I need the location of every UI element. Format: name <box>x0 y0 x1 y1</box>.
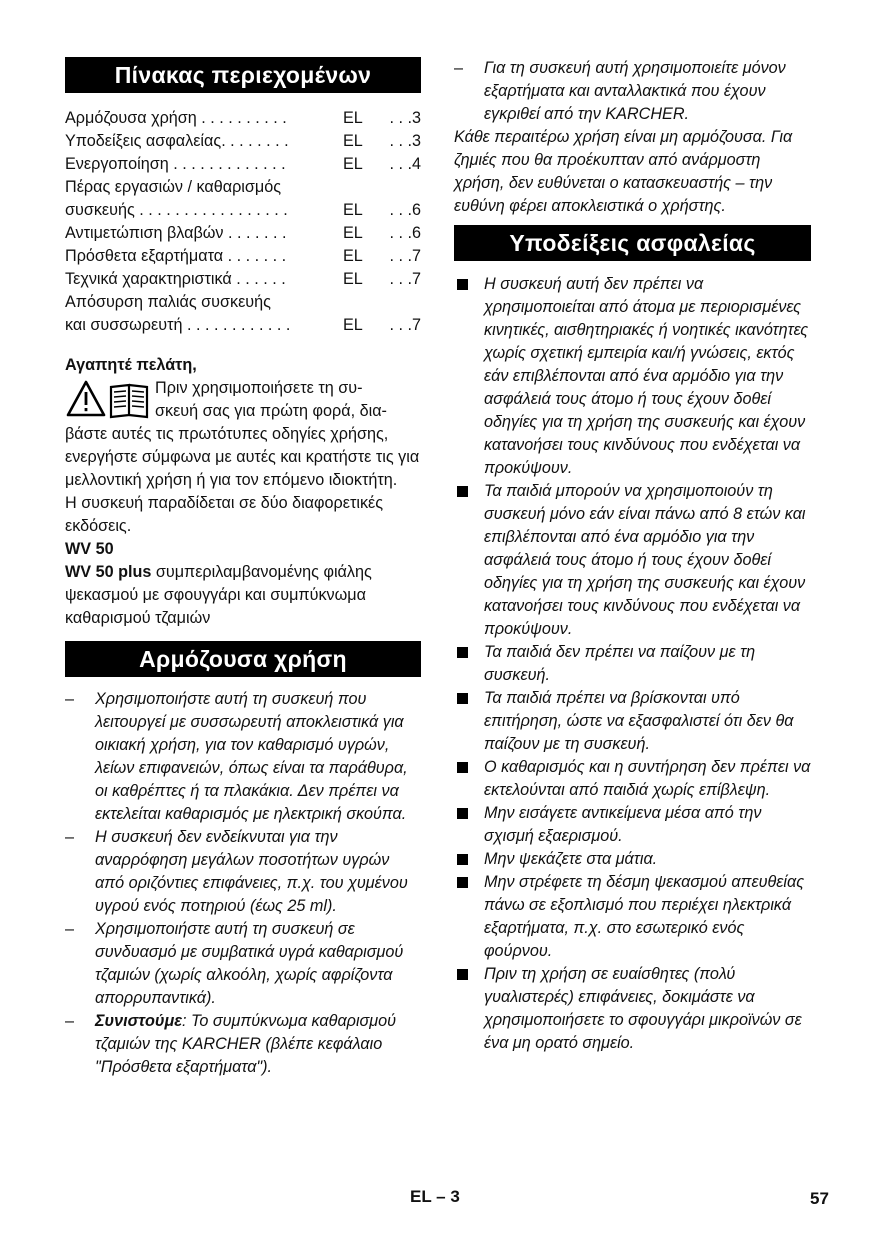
toc-entry[interactable]: Ενεργοποίηση . . . . . . . . . . . . . EL . . .4 <box>65 155 421 173</box>
list-item: – Συνιστούμε: Το συμπύκνωμα καθαρισμού τζαμιών της KARCHER (βλέπε κεφάλαιο "Πρόσθετα εξαρτήματα"). <box>65 1012 397 1076</box>
bullet-square-icon <box>457 762 468 773</box>
toc-entry[interactable]: Αρμόζουσα χρήση . . . . . . . . . . EL . . .3 <box>65 109 421 127</box>
safety-list <box>454 273 811 1055</box>
list-item: Η συσκευή αυτή δεν πρέπει να χρησιμοποιείται από άτομα με περιορισμένες κινητικές, αισθητηριακές ή νοητικές ικανότητες χωρίς σχετική εμπειρία και/ή γνώσεις, εκτός εάν επιβλέπονται από ένα αρμόδιο για την ασφάλειά τους άτομο ή τους έχουν δοθεί οδηγίες για τη χρήση της συσκευής και έχουν κατανοήσει τους κινδύνους που ενδέχεται να προκύψουν. <box>454 273 811 480</box>
warning-triangle-icon <box>68 382 104 415</box>
toc-entry[interactable]: Υποδείξεις ασφαλείας. . . . . . . . EL . . .3 <box>65 132 421 150</box>
toc-entry[interactable]: Τεχνικά χαρακτηριστικά . . . . . . EL . . .7 <box>65 270 421 288</box>
model-wv50-plus: WV 50 plus συμπεριλαμβανομένης φιάλης ψεκασμού με σφουγγάρι και συμπύκνωμα καθαρισμού τζαμιών <box>65 563 372 627</box>
warning-manual-icons <box>65 379 155 419</box>
list-item: Πριν τη χρήση σε ευαίσθητες (πολύ γυαλιστερές) επιφάνειες, δοκιμάστε να χρησιμοποιήσετε το σφουγγάρι μικροϊνών σε ένα μη ορατό σημείο. <box>454 963 811 1055</box>
list-item: Μην εισάγετε αντικείμενα μέσα από την σχισμή εξαερισμού. <box>454 802 811 848</box>
bullet-square-icon <box>457 693 468 704</box>
list-item: Τα παιδιά μπορούν να χρησιμοποιούν τη συσκευή μόνο εάν είναι πάνω από 8 ετών και επιβλέπονται από ένα αρμόδιο για την ασφάλειά τους άτομο ή τους έχουν δοθεί οδηγίες για τη χρήση της συσκευής και έχουν κατανοήσει τους κινδύνους που ενδέχεται να προκύψουν. <box>454 480 811 641</box>
liability-text: Κάθε περαιτέρω χρήση είναι μη αρμόζουσα. Για ζημιές που θα προέκυπταν από ανάρμοστη χρήση, δεν ευθύνεται ο κατασκευαστής – την ευθύνη φέρει αποκλειστικά ο χρήστης. <box>454 128 793 215</box>
toc-entry[interactable]: Απόσυρση παλιάς συσκευής και συσσωρευτή . . . . . . . . . . . . EL . . .7 <box>65 293 421 334</box>
intro-line-1: Πριν χρησιμοποιήσετε τη συ- <box>155 379 363 397</box>
intro-rest: βάστε αυτές τις πρωτότυπες οδηγίες χρήσης, ενεργήστε σύμφωνα με αυτές και κρατήστε τις για μελλοντική χρήση ή για τον επόμενο ιδιοκτήτη. <box>65 425 420 489</box>
toc-entry[interactable]: Πέρας εργασιών / καθαρισμός συσκευής . . . . . . . . . . . . . . . . . EL . . .6 <box>65 178 421 219</box>
bullet-square-icon <box>457 279 468 290</box>
bullet-square-icon <box>457 877 468 888</box>
intended-use-heading: Αρμόζουσα χρήση <box>65 641 421 677</box>
bullet-square-icon <box>457 969 468 980</box>
list-item: Τα παιδιά δεν πρέπει να παίζουν με τη συσκευή. <box>454 641 811 687</box>
footer-page-number: 57 <box>810 1189 829 1208</box>
manual-book-icon <box>111 385 147 417</box>
list-item: – Η συσκευή δεν ενδείκνυται για την αναρρόφηση μεγάλων ποσοτήτων υγρών από οριζόντιες επιφάνειες, π.χ. του χυμένου υγρού ενός ποτηριού (έως 25 ml). <box>65 828 408 915</box>
toc-heading: Πίνακας περιεχομένων <box>65 57 421 93</box>
list-item: Τα παιδιά πρέπει να βρίσκονται υπό επιτήρηση, ώστε να εξασφαλιστεί ότι δεν θα παίζουν με τη συσκευή. <box>454 687 811 756</box>
greeting: Αγαπητέ πελάτη, <box>65 356 197 374</box>
list-item: Μην ψεκάζετε στα μάτια. <box>454 848 811 871</box>
left-column <box>65 57 421 1079</box>
list-item: – Χρησιμοποιήστε αυτή τη συσκευή που λειτουργεί με συσσωρευτή αποκλειστικά για οικιακή χρήση, για τον καθαρισμό υγρών, λείων επιφανειών, όπως είναι τα παράθυρα, οι καθρέπτες ή τα πλακάκια. Δεν πρέπει να εκτελείται καθαρισμός με ηλεκτρική σκούπα. <box>65 690 408 823</box>
intended-use-list <box>65 688 421 1079</box>
versions-text: Η συσκευή παραδίδεται σε δύο διαφορετικές εκδόσεις. <box>65 494 384 535</box>
list-item: – Χρησιμοποιήστε αυτή τη συσκευή σε συνδυασμό με συμβατικά υγρά καθαρισμού τζαμιών (χωρίς αλκοόλη, χωρίς αφρίζοντα απορρυπαντικά). <box>65 920 404 1007</box>
bullet-square-icon <box>457 808 468 819</box>
toc-entry[interactable]: Αντιμετώπιση βλαβών . . . . . . . EL . . .6 <box>65 224 421 242</box>
intro-block <box>65 377 421 492</box>
bullet-square-icon <box>457 854 468 865</box>
list-item: Ο καθαρισμός και η συντήρηση δεν πρέπει να εκτελούνται από παιδιά χωρίς επίβλεψη. <box>454 756 811 802</box>
safety-heading: Υποδείξεις ασφαλείας <box>454 225 811 261</box>
intro-line-2: σκευή σας για πρώτη φορά, δια- <box>155 402 387 420</box>
model-wv50: WV 50 <box>65 540 114 558</box>
list-item: Μην στρέφετε τη δέσμη ψεκασμού απευθείας πάνω σε εξοπλισμό που περιέχει ηλεκτρικά εξαρτήματα, π.χ. στο εσωτερικό ενός φούρνου. <box>454 871 811 963</box>
table-of-contents <box>65 107 421 337</box>
toc-entry[interactable]: Πρόσθετα εξαρτήματα . . . . . . . EL . . .7 <box>65 247 421 265</box>
list-item: – Για τη συσκευή αυτή χρησιμοποιείτε μόνον εξαρτήματα και ανταλλακτικά που έχουν εγκριθεί από την KARCHER. <box>454 59 786 123</box>
bullet-square-icon <box>457 647 468 658</box>
bullet-square-icon <box>457 486 468 497</box>
right-column <box>454 57 811 1055</box>
footer-section-code: EL – 3 <box>410 1187 460 1206</box>
